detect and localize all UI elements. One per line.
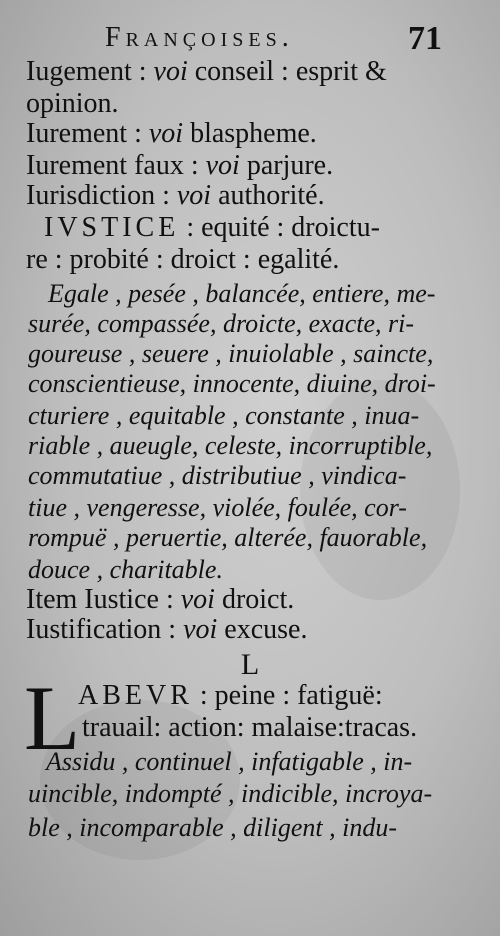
text-line: [48, 278, 435, 310]
text-segment: excuse.: [217, 614, 308, 645]
text-line: [78, 680, 383, 712]
text-segment: ble , incomparable , diligent , indu-: [28, 813, 398, 842]
text-segment: tiue , vengeresse, violée, foulée, cor-: [28, 493, 407, 522]
text-line: [26, 150, 333, 182]
text-line: [28, 812, 397, 844]
text-line: [44, 212, 380, 244]
text-line: [28, 778, 432, 810]
text-segment: Item Iustice :: [26, 584, 181, 615]
text-segment: re : probité : droict : egalité.: [26, 244, 340, 275]
text-segment: authorité.: [211, 180, 325, 211]
text-line: [28, 338, 433, 370]
text-line: [28, 554, 223, 586]
text-line: [26, 180, 325, 212]
text-segment: conscientieuse, innocente, diuine, droi-: [28, 369, 436, 398]
text-segment: Assidu , continuel , infatigable , in-: [46, 747, 413, 776]
text-segment: rompuë , peruertie, alterée, fauorable,: [28, 523, 428, 552]
running-head: Françoises.: [105, 22, 294, 53]
text-segment: voi: [183, 614, 218, 645]
text-segment: douce , charitable.: [28, 555, 223, 584]
text-segment: voi: [205, 150, 240, 181]
text-segment: conseil : esprit &: [187, 56, 387, 87]
text-line: [26, 614, 307, 646]
text-segment: cturiere , equitable , constante , inua-: [28, 401, 420, 430]
text-segment: blaspheme.: [183, 118, 317, 149]
text-segment: uincible, indompté , indicible, incroya-: [28, 779, 433, 808]
text-line: [26, 56, 387, 88]
text-segment: Iurement faux :: [26, 150, 206, 181]
text-segment: Egale , pesée , balancée, entiere, me-: [48, 279, 436, 308]
text-segment: parjure.: [239, 150, 334, 181]
text-segment: voi: [148, 118, 184, 149]
section-letter: L: [240, 648, 260, 681]
text-segment: goureuse , seuere , inuiolable , saincte,: [28, 339, 434, 368]
text-segment: riable , aueugle, celeste, incorruptible,: [28, 431, 433, 460]
text-line: [28, 522, 427, 554]
text-segment: : peine : fatiguë:: [192, 680, 383, 711]
text-segment: opinion.: [26, 88, 119, 119]
text-line: [28, 492, 407, 524]
text-segment: IVSTICE: [44, 212, 180, 243]
text-line: [26, 584, 294, 616]
text-line: [82, 712, 417, 744]
drop-cap: L: [24, 667, 81, 769]
text-line: [26, 118, 317, 150]
text-segment: Iustification :: [26, 614, 184, 645]
text-segment: commutatiue , distributiue , vindica-: [28, 461, 407, 490]
text-line: [28, 368, 436, 400]
text-segment: voi: [180, 584, 215, 615]
text-line: [28, 460, 406, 492]
text-line: [28, 308, 414, 340]
text-segment: voi: [153, 56, 188, 87]
text-segment: surée, compassée, droicte, exacte, ri-: [28, 309, 415, 338]
text-segment: trauail: action: malaise:tracas.: [82, 712, 418, 743]
text-line: [26, 244, 339, 276]
page-number: 71: [408, 20, 442, 57]
text-segment: droict.: [214, 584, 295, 615]
text-segment: Iurisdiction :: [26, 180, 177, 211]
text-segment: Iugement :: [26, 56, 154, 87]
text-segment: ABEVR: [78, 680, 193, 711]
text-segment: voi: [176, 180, 212, 211]
text-segment: Iurement :: [26, 118, 149, 149]
text-line: [28, 430, 432, 462]
text-line: [46, 746, 412, 778]
text-segment: : equité : droictu-: [179, 212, 380, 243]
text-line: [28, 400, 419, 432]
text-line: [26, 88, 119, 120]
